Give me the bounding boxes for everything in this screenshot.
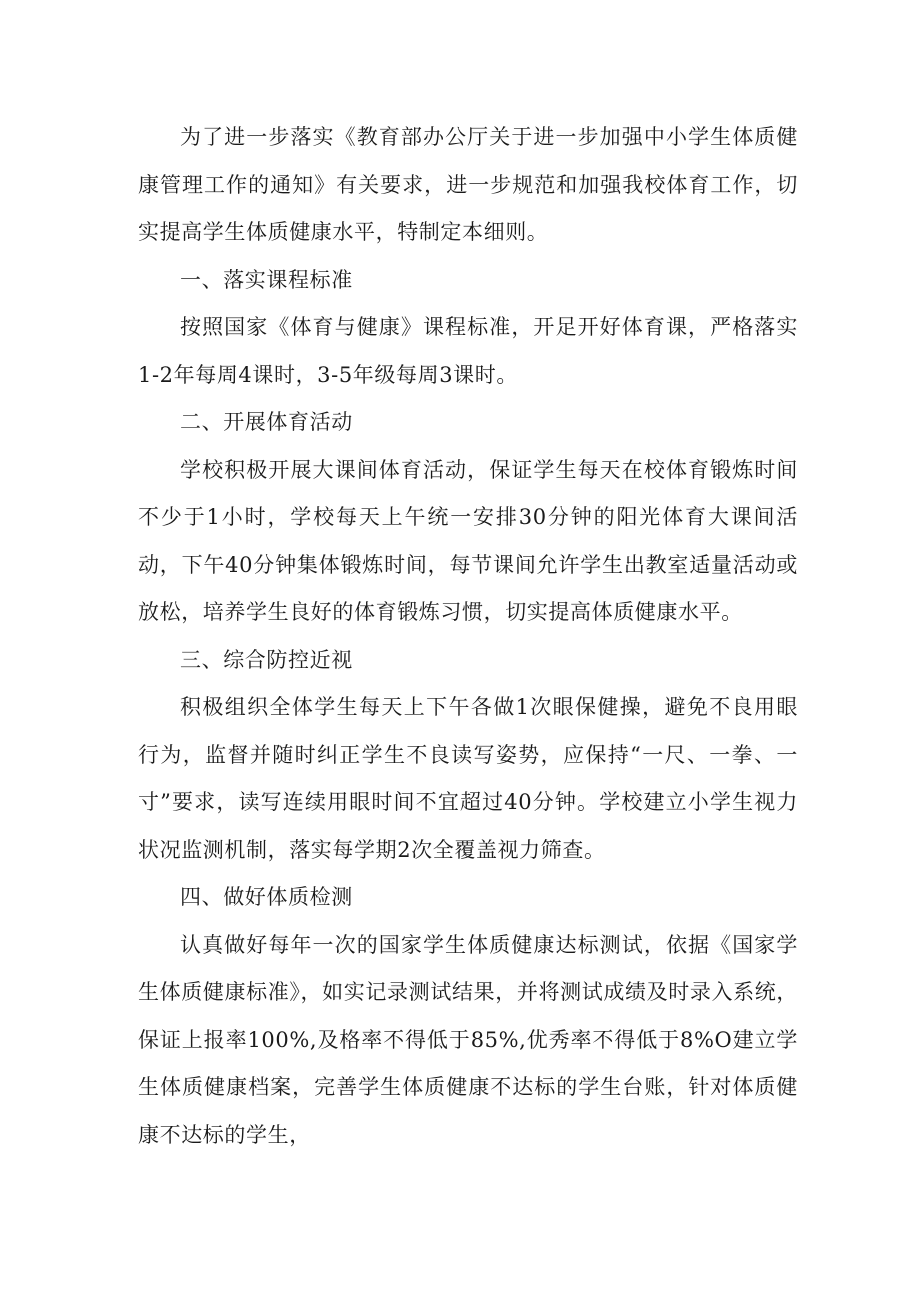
section-4-paragraph: 认真做好每年一次的国家学生体质健康达标测试，依据《国家学生体质健康标准》，如实记录测试结果，并将测试成绩及时录入系统，保证上报率100%,及格率不得低于85%,优秀率不得低于8%O建立学生体质健康档案，完善学生体质健康不达标的学生台账，针对体质健康不达标的学生， [138,932,798,1147]
section-heading-3: 三、综合防控近视 [180,647,353,672]
section-3-paragraph: 积极组织全体学生每天上下午各做1次眼保健操，避免不良用眼行为，监督并随时纠正学生不良读写姿势，应保持“一尺、一拳、一寸”要求，读写连续用眼时间不宜超过40分钟。学校建立小学生视力状况监测机制，落实每学期2次全覆盖视力筛查。 [138,695,798,862]
section-1-paragraph: 按照国家《体育与健康》课程标准，开足开好体育课，严格落实1-2年每周4课时，3-5年级每周3课时。 [138,315,798,387]
section-heading-1: 一、落实课程标准 [180,267,353,292]
intro-paragraph: 为了进一步落实《教育部办公厅关于进一步加强中小学生体质健康管理工作的通知》有关要求，进一步规范和加强我校体育工作，切实提高学生体质健康水平，特制定本细则。 [138,125,798,244]
section-heading-4: 四、做好体质检测 [180,885,353,909]
section-heading-2: 二、开展体育活动 [180,410,353,434]
section-2-paragraph: 学校积极开展大课间体育活动，保证学生每天在校体育锻炼时间不少于1小时，学校每天上午统一安排30分钟的阳光体育大课间活动，下午40分钟集体锻炼时间，每节课间允许学生出教室适量活动或放松，培养学生良好的体育锻炼习惯，切实提高体质健康水平。 [138,457,798,624]
document-body [138,114,798,1159]
